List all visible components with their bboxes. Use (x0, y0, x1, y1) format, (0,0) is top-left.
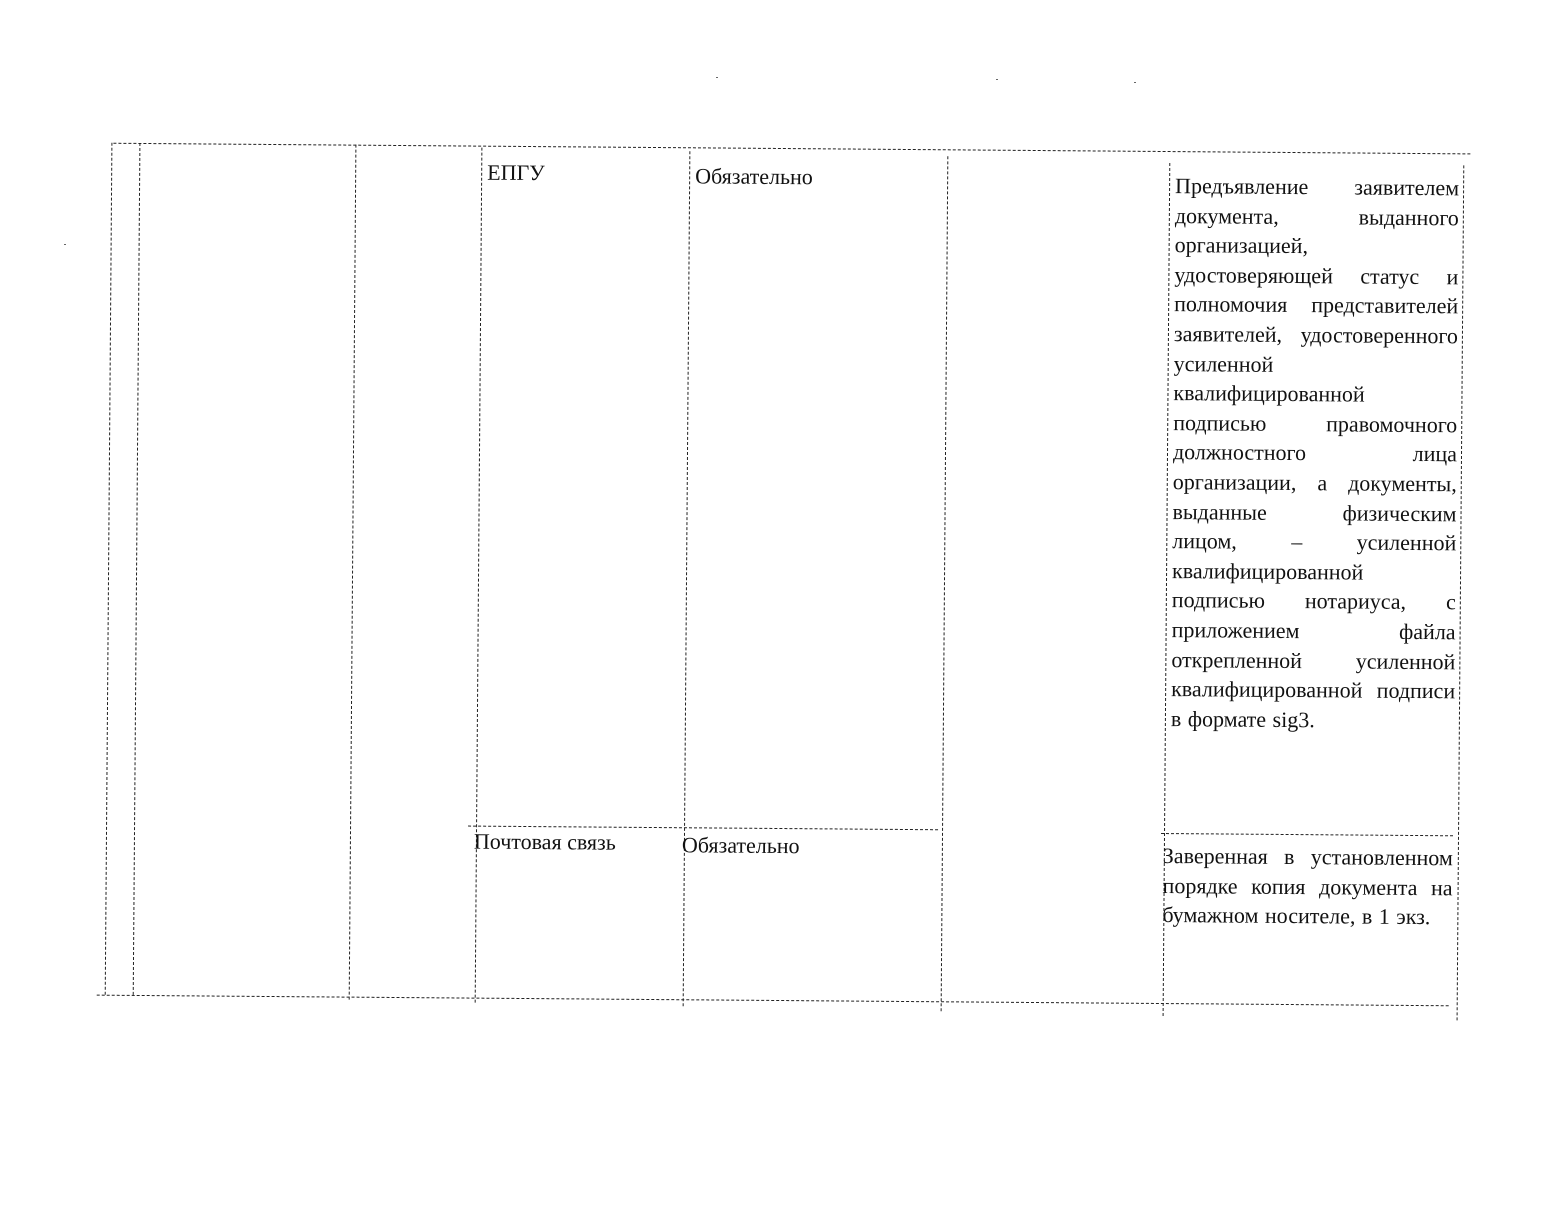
document-requirement-cell: Заверенная в установленном порядке копия документа на бумажном носителе, в 1 экз. (1162, 843, 1453, 930)
table-bottom-border (97, 995, 1449, 1007)
column-border (475, 148, 483, 1003)
row-divider-right (1161, 833, 1453, 836)
document-requirement-cell: Предъявление заявителем документа, выданного организацией, удостоверяющей статус и полномочия представителей заявителей, удостоверенного усиленной квалифицированной подписью правомочного должностного лица организации, а документы, выданные физическим лицом, – усиленной квалифицированной подписью нотариуса, с приложением файла открепленной усиленной квалифицированной подписи в формате sig3. (1170, 173, 1460, 732)
requirement-cell: Обязательно (695, 163, 813, 190)
column-border (941, 156, 949, 1011)
column-border (683, 151, 691, 1006)
requirement-cell: Обязательно (681, 832, 800, 859)
table-top-border (113, 143, 1470, 155)
column-border (105, 143, 113, 995)
channel-cell: ЕПГУ (487, 159, 545, 186)
channel-cell: Почтовая связь (473, 828, 616, 855)
column-border (349, 145, 357, 1000)
column-border (133, 143, 141, 995)
